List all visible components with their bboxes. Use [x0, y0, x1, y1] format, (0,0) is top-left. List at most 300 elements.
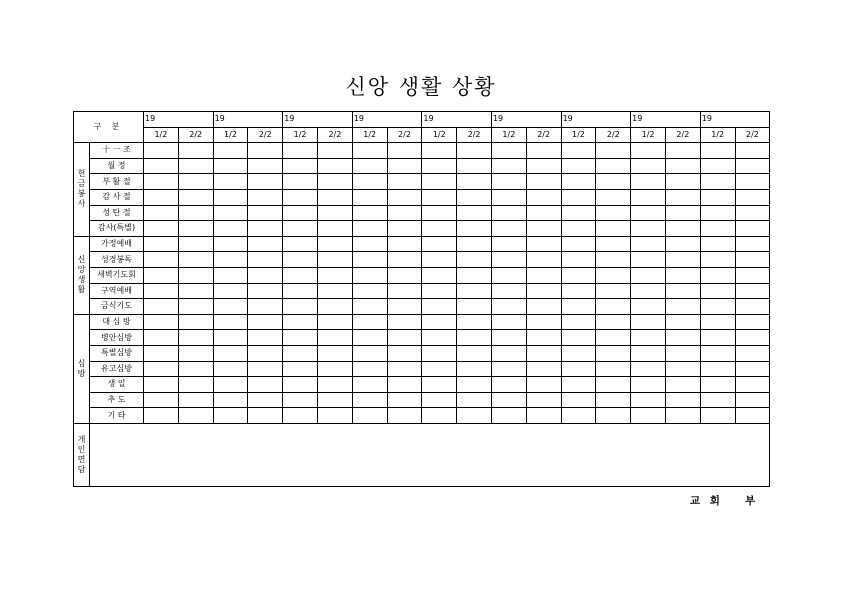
entry-cell[interactable] [491, 252, 526, 268]
entry-cell[interactable] [352, 314, 387, 330]
entry-cell[interactable] [283, 392, 318, 408]
entry-cell[interactable] [700, 174, 735, 190]
entry-cell[interactable] [631, 143, 666, 159]
entry-cell[interactable] [352, 221, 387, 237]
entry-cell[interactable] [735, 252, 770, 268]
entry-cell[interactable] [491, 158, 526, 174]
entry-cell[interactable] [317, 267, 352, 283]
entry-cell[interactable] [213, 408, 248, 424]
entry-cell[interactable] [144, 174, 179, 190]
entry-cell[interactable] [561, 408, 596, 424]
entry-cell[interactable] [735, 143, 770, 159]
entry-cell[interactable] [317, 377, 352, 393]
entry-cell[interactable] [422, 143, 457, 159]
entry-cell[interactable] [700, 377, 735, 393]
entry-cell[interactable] [178, 361, 213, 377]
entry-cell[interactable] [457, 345, 492, 361]
entry-cell[interactable] [352, 143, 387, 159]
entry-cell[interactable] [700, 299, 735, 315]
entry-cell[interactable] [283, 283, 318, 299]
entry-cell[interactable] [387, 158, 422, 174]
entry-cell[interactable] [561, 361, 596, 377]
entry-cell[interactable] [352, 283, 387, 299]
entry-cell[interactable] [387, 299, 422, 315]
entry-cell[interactable] [352, 377, 387, 393]
entry-cell[interactable] [144, 345, 179, 361]
entry-cell[interactable] [422, 267, 457, 283]
entry-cell[interactable] [665, 392, 700, 408]
entry-cell[interactable] [561, 377, 596, 393]
entry-cell[interactable] [735, 283, 770, 299]
entry-cell[interactable] [561, 267, 596, 283]
entry-cell[interactable] [248, 143, 283, 159]
entry-cell[interactable] [665, 267, 700, 283]
entry-cell[interactable] [596, 189, 631, 205]
entry-cell[interactable] [317, 408, 352, 424]
entry-cell[interactable] [317, 174, 352, 190]
entry-cell[interactable] [387, 236, 422, 252]
entry-cell[interactable] [735, 174, 770, 190]
entry-cell[interactable] [283, 377, 318, 393]
entry-cell[interactable] [213, 158, 248, 174]
entry-cell[interactable] [317, 205, 352, 221]
entry-cell[interactable] [526, 392, 561, 408]
entry-cell[interactable] [631, 236, 666, 252]
entry-cell[interactable] [387, 361, 422, 377]
entry-cell[interactable] [491, 283, 526, 299]
entry-cell[interactable] [561, 252, 596, 268]
entry-cell[interactable] [178, 299, 213, 315]
entry-cell[interactable] [422, 408, 457, 424]
entry-cell[interactable] [387, 267, 422, 283]
entry-cell[interactable] [144, 283, 179, 299]
entry-cell[interactable] [700, 345, 735, 361]
entry-cell[interactable] [631, 314, 666, 330]
entry-cell[interactable] [283, 143, 318, 159]
entry-cell[interactable] [700, 330, 735, 346]
entry-cell[interactable] [700, 205, 735, 221]
entry-cell[interactable] [596, 377, 631, 393]
entry-cell[interactable] [283, 408, 318, 424]
entry-cell[interactable] [491, 267, 526, 283]
entry-cell[interactable] [213, 143, 248, 159]
entry-cell[interactable] [665, 252, 700, 268]
entry-cell[interactable] [735, 236, 770, 252]
entry-cell[interactable] [213, 205, 248, 221]
entry-cell[interactable] [700, 283, 735, 299]
entry-cell[interactable] [352, 158, 387, 174]
entry-cell[interactable] [317, 236, 352, 252]
entry-cell[interactable] [561, 314, 596, 330]
entry-cell[interactable] [178, 174, 213, 190]
entry-cell[interactable] [387, 345, 422, 361]
entry-cell[interactable] [283, 189, 318, 205]
entry-cell[interactable] [526, 330, 561, 346]
entry-cell[interactable] [457, 236, 492, 252]
entry-cell[interactable] [283, 174, 318, 190]
entry-cell[interactable] [178, 143, 213, 159]
entry-cell[interactable] [213, 283, 248, 299]
entry-cell[interactable] [700, 221, 735, 237]
entry-cell[interactable] [248, 221, 283, 237]
entry-cell[interactable] [422, 377, 457, 393]
entry-cell[interactable] [248, 283, 283, 299]
entry-cell[interactable] [178, 189, 213, 205]
entry-cell[interactable] [283, 330, 318, 346]
entry-cell[interactable] [526, 174, 561, 190]
entry-cell[interactable] [457, 205, 492, 221]
entry-cell[interactable] [596, 143, 631, 159]
entry-cell[interactable] [457, 267, 492, 283]
entry-cell[interactable] [735, 205, 770, 221]
entry-cell[interactable] [422, 174, 457, 190]
entry-cell[interactable] [422, 158, 457, 174]
entry-cell[interactable] [144, 330, 179, 346]
entry-cell[interactable] [457, 314, 492, 330]
entry-cell[interactable] [631, 345, 666, 361]
entry-cell[interactable] [317, 283, 352, 299]
entry-cell[interactable] [735, 299, 770, 315]
entry-cell[interactable] [596, 283, 631, 299]
entry-cell[interactable] [631, 283, 666, 299]
entry-cell[interactable] [700, 189, 735, 205]
entry-cell[interactable] [144, 377, 179, 393]
entry-cell[interactable] [491, 189, 526, 205]
entry-cell[interactable] [665, 143, 700, 159]
entry-cell[interactable] [178, 392, 213, 408]
entry-cell[interactable] [422, 361, 457, 377]
entry-cell[interactable] [422, 236, 457, 252]
entry-cell[interactable] [248, 267, 283, 283]
entry-cell[interactable] [457, 283, 492, 299]
entry-cell[interactable] [178, 377, 213, 393]
entry-cell[interactable] [526, 377, 561, 393]
entry-cell[interactable] [665, 174, 700, 190]
entry-cell[interactable] [526, 252, 561, 268]
entry-cell[interactable] [317, 299, 352, 315]
entry-cell[interactable] [317, 189, 352, 205]
entry-cell[interactable] [526, 221, 561, 237]
entry-cell[interactable] [457, 408, 492, 424]
entry-cell[interactable] [457, 252, 492, 268]
entry-cell[interactable] [213, 330, 248, 346]
entry-cell[interactable] [735, 330, 770, 346]
entry-cell[interactable] [665, 236, 700, 252]
entry-cell[interactable] [283, 314, 318, 330]
entry-cell[interactable] [422, 314, 457, 330]
entry-cell[interactable] [457, 330, 492, 346]
entry-cell[interactable] [213, 361, 248, 377]
entry-cell[interactable] [665, 330, 700, 346]
entry-cell[interactable] [352, 330, 387, 346]
entry-cell[interactable] [596, 408, 631, 424]
entry-cell[interactable] [248, 174, 283, 190]
entry-cell[interactable] [317, 221, 352, 237]
entry-cell[interactable] [457, 158, 492, 174]
entry-cell[interactable] [178, 408, 213, 424]
entry-cell[interactable] [457, 377, 492, 393]
entry-cell[interactable] [491, 236, 526, 252]
entry-cell[interactable] [213, 299, 248, 315]
entry-cell[interactable] [631, 252, 666, 268]
entry-cell[interactable] [526, 189, 561, 205]
entry-cell[interactable] [422, 299, 457, 315]
entry-cell[interactable] [700, 408, 735, 424]
entry-cell[interactable] [526, 267, 561, 283]
entry-cell[interactable] [457, 221, 492, 237]
entry-cell[interactable] [596, 174, 631, 190]
entry-cell[interactable] [631, 158, 666, 174]
entry-cell[interactable] [317, 252, 352, 268]
entry-cell[interactable] [248, 158, 283, 174]
entry-cell[interactable] [491, 361, 526, 377]
entry-cell[interactable] [561, 283, 596, 299]
entry-cell[interactable] [387, 174, 422, 190]
entry-cell[interactable] [178, 236, 213, 252]
entry-cell[interactable] [283, 205, 318, 221]
entry-cell[interactable] [422, 221, 457, 237]
entry-cell[interactable] [178, 314, 213, 330]
entry-cell[interactable] [665, 361, 700, 377]
entry-cell[interactable] [213, 267, 248, 283]
entry-cell[interactable] [144, 392, 179, 408]
entry-cell[interactable] [387, 189, 422, 205]
entry-cell[interactable] [422, 392, 457, 408]
entry-cell[interactable] [735, 345, 770, 361]
entry-cell[interactable] [178, 221, 213, 237]
entry-cell[interactable] [665, 158, 700, 174]
entry-cell[interactable] [596, 330, 631, 346]
entry-cell[interactable] [631, 174, 666, 190]
entry-cell[interactable] [526, 143, 561, 159]
entry-cell[interactable] [596, 205, 631, 221]
entry-cell[interactable] [596, 267, 631, 283]
entry-cell[interactable] [317, 392, 352, 408]
entry-cell[interactable] [283, 345, 318, 361]
entry-cell[interactable] [491, 174, 526, 190]
entry-cell[interactable] [700, 267, 735, 283]
entry-cell[interactable] [422, 252, 457, 268]
entry-cell[interactable] [735, 392, 770, 408]
entry-cell[interactable] [561, 205, 596, 221]
entry-cell[interactable] [317, 330, 352, 346]
entry-cell[interactable] [352, 299, 387, 315]
entry-cell[interactable] [631, 377, 666, 393]
entry-cell[interactable] [665, 299, 700, 315]
entry-cell[interactable] [422, 283, 457, 299]
entry-cell[interactable] [144, 143, 179, 159]
entry-cell[interactable] [248, 314, 283, 330]
entry-cell[interactable] [526, 283, 561, 299]
entry-cell[interactable] [317, 345, 352, 361]
entry-cell[interactable] [178, 345, 213, 361]
entry-cell[interactable] [387, 377, 422, 393]
entry-cell[interactable] [352, 252, 387, 268]
entry-cell[interactable] [526, 299, 561, 315]
entry-cell[interactable] [631, 189, 666, 205]
entry-cell[interactable] [631, 221, 666, 237]
entry-cell[interactable] [387, 205, 422, 221]
entry-cell[interactable] [387, 408, 422, 424]
entry-cell[interactable] [596, 345, 631, 361]
entry-cell[interactable] [387, 314, 422, 330]
entry-cell[interactable] [526, 314, 561, 330]
entry-cell[interactable] [248, 345, 283, 361]
entry-cell[interactable] [144, 361, 179, 377]
entry-cell[interactable] [352, 392, 387, 408]
entry-cell[interactable] [735, 361, 770, 377]
entry-cell[interactable] [213, 221, 248, 237]
entry-cell[interactable] [283, 361, 318, 377]
entry-cell[interactable] [596, 236, 631, 252]
entry-cell[interactable] [457, 361, 492, 377]
entry-cell[interactable] [178, 158, 213, 174]
entry-cell[interactable] [735, 221, 770, 237]
entry-cell[interactable] [491, 408, 526, 424]
entry-cell[interactable] [213, 189, 248, 205]
entry-cell[interactable] [144, 189, 179, 205]
entry-cell[interactable] [213, 174, 248, 190]
entry-cell[interactable] [213, 236, 248, 252]
entry-cell[interactable] [422, 205, 457, 221]
entry-cell[interactable] [248, 252, 283, 268]
entry-cell[interactable] [248, 330, 283, 346]
entry-cell[interactable] [665, 283, 700, 299]
entry-cell[interactable] [283, 267, 318, 283]
entry-cell[interactable] [700, 158, 735, 174]
entry-cell[interactable] [352, 236, 387, 252]
entry-cell[interactable] [561, 330, 596, 346]
entry-cell[interactable] [700, 361, 735, 377]
entry-cell[interactable] [665, 377, 700, 393]
entry-cell[interactable] [491, 221, 526, 237]
entry-cell[interactable] [596, 158, 631, 174]
entry-cell[interactable] [144, 205, 179, 221]
entry-cell[interactable] [387, 330, 422, 346]
entry-cell[interactable] [144, 236, 179, 252]
entry-cell[interactable] [491, 345, 526, 361]
entry-cell[interactable] [422, 330, 457, 346]
entry-cell[interactable] [735, 408, 770, 424]
entry-cell[interactable] [352, 267, 387, 283]
entry-cell[interactable] [561, 221, 596, 237]
entry-cell[interactable] [735, 189, 770, 205]
entry-cell[interactable] [735, 314, 770, 330]
entry-cell[interactable] [735, 158, 770, 174]
entry-cell[interactable] [457, 392, 492, 408]
entry-cell[interactable] [317, 361, 352, 377]
entry-cell[interactable] [144, 252, 179, 268]
entry-cell[interactable] [283, 236, 318, 252]
entry-cell[interactable] [248, 361, 283, 377]
entry-cell[interactable] [491, 299, 526, 315]
entry-cell[interactable] [561, 174, 596, 190]
entry-cell[interactable] [283, 221, 318, 237]
entry-cell[interactable] [561, 236, 596, 252]
entry-cell[interactable] [248, 408, 283, 424]
entry-cell[interactable] [526, 408, 561, 424]
entry-cell[interactable] [561, 392, 596, 408]
entry-cell[interactable] [213, 314, 248, 330]
entry-cell[interactable] [178, 205, 213, 221]
entry-cell[interactable] [596, 252, 631, 268]
entry-cell[interactable] [352, 345, 387, 361]
entry-cell[interactable] [561, 299, 596, 315]
entry-cell[interactable] [352, 205, 387, 221]
entry-cell[interactable] [561, 143, 596, 159]
entry-cell[interactable] [317, 158, 352, 174]
entry-cell[interactable] [213, 345, 248, 361]
entry-cell[interactable] [248, 377, 283, 393]
entry-cell[interactable] [631, 408, 666, 424]
entry-cell[interactable] [631, 330, 666, 346]
entry-cell[interactable] [700, 143, 735, 159]
entry-cell[interactable] [526, 361, 561, 377]
entry-cell[interactable] [352, 361, 387, 377]
entry-cell[interactable] [144, 267, 179, 283]
entry-cell[interactable] [144, 314, 179, 330]
entry-cell[interactable] [491, 314, 526, 330]
entry-cell[interactable] [213, 392, 248, 408]
entry-cell[interactable] [144, 408, 179, 424]
entry-cell[interactable] [631, 267, 666, 283]
entry-cell[interactable] [596, 314, 631, 330]
entry-cell[interactable] [457, 189, 492, 205]
entry-cell[interactable] [631, 361, 666, 377]
entry-cell[interactable] [248, 205, 283, 221]
entry-cell[interactable] [283, 158, 318, 174]
entry-cell[interactable] [665, 314, 700, 330]
entry-cell[interactable] [631, 299, 666, 315]
entry-cell[interactable] [457, 143, 492, 159]
entry-cell[interactable] [178, 267, 213, 283]
entry-cell[interactable] [700, 392, 735, 408]
entry-cell[interactable] [178, 283, 213, 299]
entry-cell[interactable] [317, 143, 352, 159]
entry-cell[interactable] [248, 299, 283, 315]
entry-cell[interactable] [352, 189, 387, 205]
entry-cell[interactable] [596, 392, 631, 408]
entry-cell[interactable] [248, 392, 283, 408]
entry-cell[interactable] [561, 345, 596, 361]
entry-cell[interactable] [491, 330, 526, 346]
entry-cell[interactable] [422, 345, 457, 361]
entry-cell[interactable] [526, 236, 561, 252]
entry-cell[interactable] [283, 299, 318, 315]
entry-cell[interactable] [144, 299, 179, 315]
entry-cell[interactable] [387, 221, 422, 237]
entry-cell[interactable] [665, 205, 700, 221]
entry-cell[interactable] [665, 408, 700, 424]
entry-cell[interactable] [387, 143, 422, 159]
entry-cell[interactable] [457, 174, 492, 190]
entry-cell[interactable] [700, 314, 735, 330]
entry-cell[interactable] [491, 392, 526, 408]
entry-cell[interactable] [631, 392, 666, 408]
entry-cell[interactable] [526, 345, 561, 361]
entry-cell[interactable] [457, 299, 492, 315]
entry-cell[interactable] [561, 158, 596, 174]
entry-cell[interactable] [665, 221, 700, 237]
entry-cell[interactable] [700, 236, 735, 252]
entry-cell[interactable] [352, 408, 387, 424]
entry-cell[interactable] [248, 189, 283, 205]
entry-cell[interactable] [596, 361, 631, 377]
entry-cell[interactable] [735, 267, 770, 283]
entry-cell[interactable] [491, 143, 526, 159]
entry-cell[interactable] [213, 377, 248, 393]
memo-area[interactable] [90, 423, 770, 486]
